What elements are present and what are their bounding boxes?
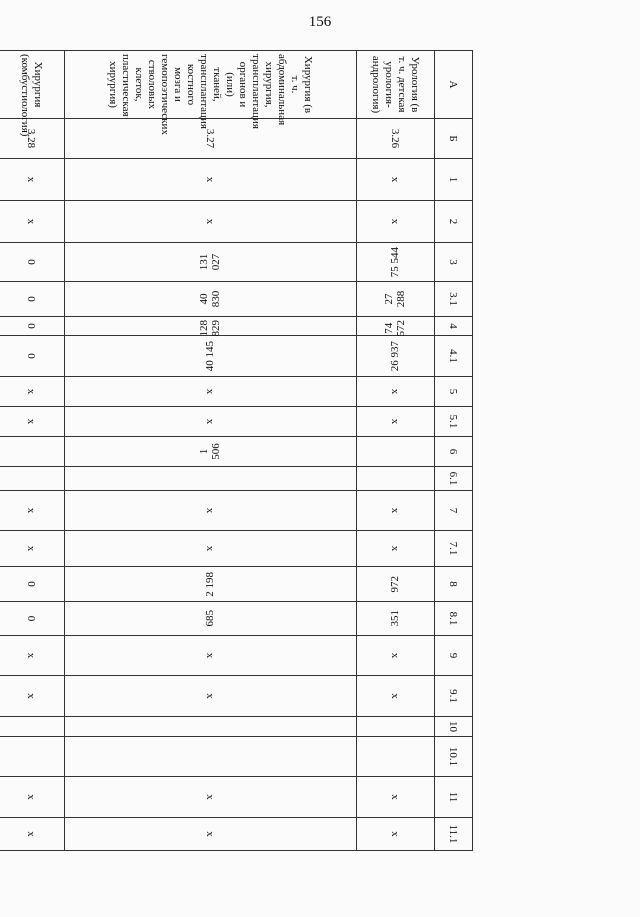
column-header: 2: [435, 201, 473, 243]
column-header: 9: [435, 636, 473, 676]
table-cell: x: [357, 636, 435, 676]
table-cell: x: [65, 676, 357, 717]
column-header: 8.1: [435, 602, 473, 636]
table-cell: x: [357, 777, 435, 818]
table-cell: x: [0, 491, 65, 531]
table-cell: 0: [0, 282, 65, 317]
table-cell: 27 288: [357, 282, 435, 317]
column-header: 11: [435, 777, 473, 818]
table-cell: 75 544: [357, 243, 435, 282]
table-cell: x: [357, 676, 435, 717]
column-header: 10.1: [435, 737, 473, 777]
row-code: 3.28: [0, 119, 65, 159]
table-cell: x: [65, 818, 357, 851]
column-header: 7.1: [435, 531, 473, 567]
table-cell: x: [65, 159, 357, 201]
column-header: 7: [435, 491, 473, 531]
column-header: 11.1: [435, 818, 473, 851]
table-cell: [0, 737, 65, 777]
table-cell: 2 198: [65, 567, 357, 602]
table-cell: [65, 737, 357, 777]
table-cell: 351: [357, 602, 435, 636]
table-cell: [357, 717, 435, 737]
table-cell: [65, 467, 357, 491]
table-cell: 1 506: [65, 437, 357, 467]
table-cell: 972: [357, 567, 435, 602]
table-cell: x: [357, 818, 435, 851]
table-row: [357, 51, 435, 851]
table-cell: x: [65, 531, 357, 567]
table-cell: x: [65, 636, 357, 676]
table-cell: 128 829: [65, 317, 357, 336]
table-cell: x: [357, 531, 435, 567]
table-cell: [357, 737, 435, 777]
column-header-row: [435, 51, 473, 851]
table-cell: x: [0, 777, 65, 818]
table-cell: x: [0, 818, 65, 851]
column-header: 5.1: [435, 407, 473, 437]
table-cell: x: [357, 201, 435, 243]
table-cell: [65, 717, 357, 737]
table-cell: x: [65, 407, 357, 437]
page-number: 156: [308, 14, 332, 30]
table-cell: [0, 717, 65, 737]
table-cell: 0: [0, 602, 65, 636]
table-cell: x: [0, 377, 65, 407]
table-cell: x: [0, 636, 65, 676]
table-cell: x: [357, 491, 435, 531]
table-cell: x: [0, 201, 65, 243]
table-cell: [0, 437, 65, 467]
column-header: 6.1: [435, 467, 473, 491]
column-header: 1: [435, 159, 473, 201]
data-table: [0, 50, 473, 851]
table-row: [0, 51, 65, 851]
row-label: Хирургия (в т. ч. абдоминальная хирургия, трансплантация органов и (или) тканей, трансплантация костного мозга и гемопоэтических стволовых клеток, пластическая хирургия): [65, 51, 357, 119]
column-header: 5: [435, 377, 473, 407]
table-cell: x: [65, 201, 357, 243]
table-cell: 74 572: [357, 317, 435, 336]
column-header: 6: [435, 437, 473, 467]
table-row: [65, 51, 357, 851]
column-header: А: [435, 51, 473, 119]
table-cell: x: [0, 159, 65, 201]
column-header: 3.1: [435, 282, 473, 317]
table-cell: [0, 467, 65, 491]
column-header: 9.1: [435, 676, 473, 717]
column-header: 4.1: [435, 336, 473, 377]
table-cell: 26 937: [357, 336, 435, 377]
table-cell: 0: [0, 243, 65, 282]
table-cell: 0: [0, 317, 65, 336]
table-cell: x: [65, 377, 357, 407]
rotated-table-container: [0, 50, 473, 850]
table-cell: x: [0, 676, 65, 717]
column-header: 8: [435, 567, 473, 602]
table-cell: x: [357, 407, 435, 437]
row-label: Хирургия (комбустиология): [0, 51, 65, 119]
table-cell: 0: [0, 567, 65, 602]
table-cell: x: [0, 531, 65, 567]
table-cell: [357, 467, 435, 491]
table-cell: 131 027: [65, 243, 357, 282]
table-cell: x: [0, 407, 65, 437]
table-cell: 40 830: [65, 282, 357, 317]
row-label: Урология (в т. ч. детская урология-андрология): [357, 51, 435, 119]
table-cell: x: [65, 491, 357, 531]
table-cell: [357, 437, 435, 467]
column-header: Б: [435, 119, 473, 159]
column-header: 4: [435, 317, 473, 336]
table-cell: x: [357, 377, 435, 407]
table-cell: x: [65, 777, 357, 818]
table-cell: 685: [65, 602, 357, 636]
table-cell: 40 145: [65, 336, 357, 377]
table-cell: 0: [0, 336, 65, 377]
column-header: 10: [435, 717, 473, 737]
row-code: 3.26: [357, 119, 435, 159]
column-header: 3: [435, 243, 473, 282]
table-cell: x: [357, 159, 435, 201]
row-code: 3.27: [65, 119, 357, 159]
